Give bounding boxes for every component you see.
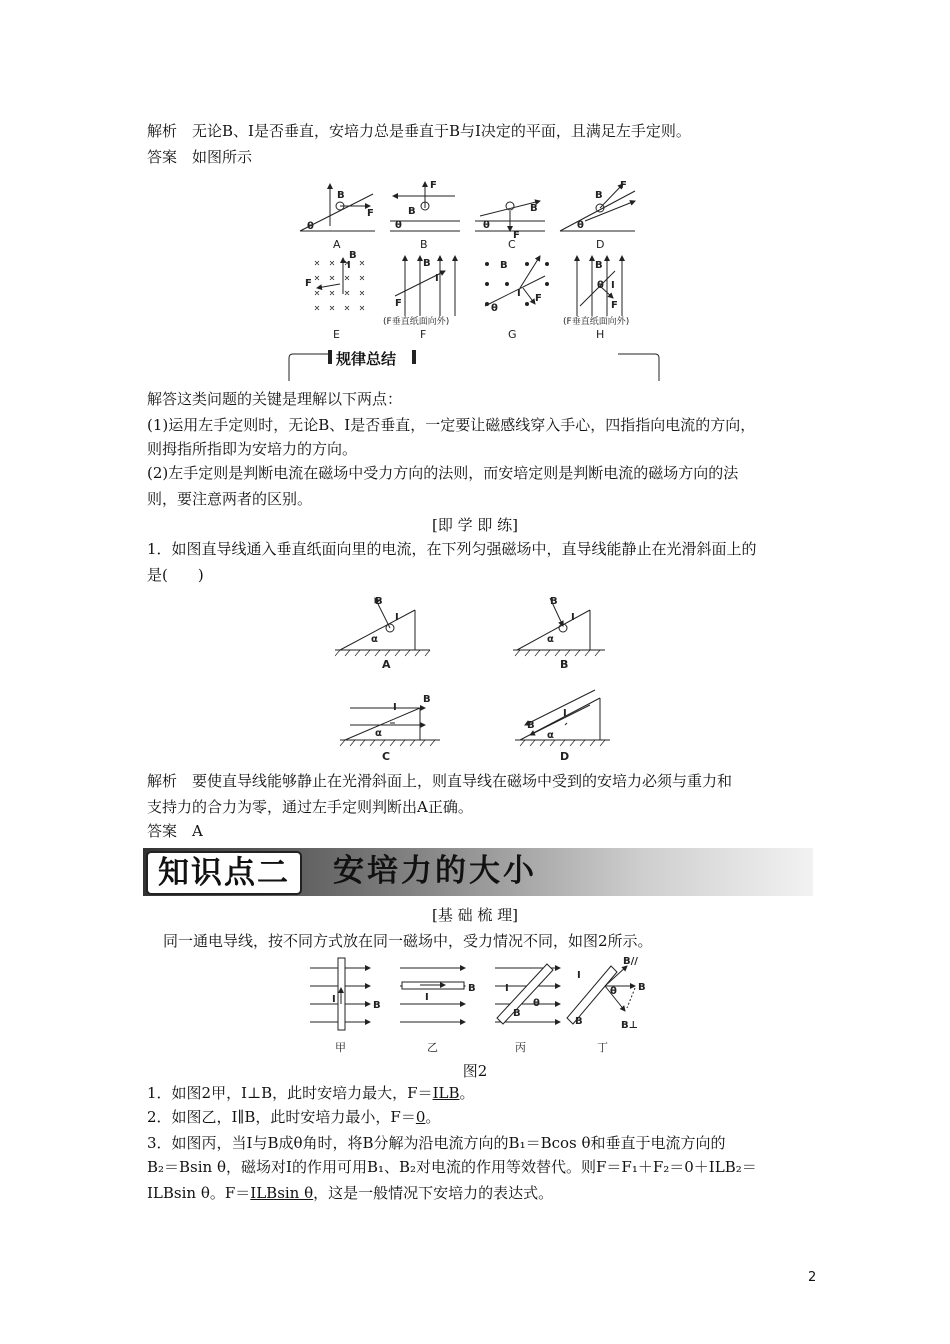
basics-heading: [基 础 梳 理] [431,906,518,924]
svg-text:I: I [393,702,397,713]
fig1-label-g: G [508,328,517,341]
option-label-c: C [382,750,391,763]
svg-text:F: F [611,300,618,311]
svg-text:I: I [571,612,575,623]
svg-text:I: I [505,983,509,994]
svg-text:B: B [423,694,431,705]
item-1: 1．如图2甲，I⊥B，此时安培力最大，F＝ILB。 [147,1084,475,1102]
summary-intro: 解答这类问题的关键是理解以下两点： [147,390,403,408]
section-title: 安培力的大小 [333,853,537,889]
svg-text:B: B [595,260,603,271]
analysis2-line2: 支持力的合力为零，通过左手定则判断出A正确。 [147,798,473,816]
svg-text:θ: θ [491,303,498,314]
svg-text:θ: θ [533,998,540,1009]
summary-banner [288,350,660,382]
fig2-label-ding: 丁 [597,1041,608,1054]
svg-text:θ: θ [577,220,584,231]
figure-incline-options [335,590,615,765]
summary-point-1b: 则拇指所指即为安培力的方向。 [147,440,358,458]
fig1-label-f: F [420,328,427,341]
question-1a: 1．如图直导线通入垂直纸面向里的电流，在下列匀强磁场中，直导线能静止在光滑斜面上的 [147,540,757,558]
svg-text:F: F [367,208,374,219]
svg-text:B: B [595,190,603,201]
svg-text:I: I [425,992,429,1003]
svg-text:α: α [547,730,554,741]
answer2-line: 答案 A [147,822,203,840]
svg-text:I: I [517,288,521,299]
svg-text:F: F [395,298,402,309]
svg-text:B: B [349,250,357,261]
svg-text:B: B [550,596,558,607]
page-number: 2 [808,1270,817,1285]
option-label-b: B [560,658,569,671]
svg-text:F: F [535,293,542,304]
svg-text:B//: B// [623,956,638,967]
answer-line: 答案 如图所示 [147,148,253,166]
svg-text:B: B [468,983,476,994]
svg-text:I: I [611,280,615,291]
question-1b: 是( ) [147,566,204,584]
svg-text:B⊥: B⊥ [621,1020,638,1031]
item-3-line3: ILBsin θ。F＝ILBsin θ，这是一般情况下安培力的表达式。 [147,1184,554,1202]
svg-text:α: α [371,634,378,645]
svg-text:θ: θ [483,220,490,231]
fig1-label-e: E [333,328,340,341]
svg-text:B: B [500,260,508,271]
option-label-a: A [382,658,391,671]
svg-text:B: B [423,258,431,269]
svg-text:B: B [375,596,383,607]
svg-text:I: I [347,260,351,271]
svg-text:I: I [435,273,439,284]
svg-text:θ: θ [307,221,314,232]
svg-text:F: F [305,278,312,289]
summary-point-1a: (1)运用左手定则时，无论B、I是否垂直，一定要让磁感线穿入手心，四指指向电流的方向， [147,416,756,434]
item-3-line1: 3．如图丙，当I与B成θ角时，将B分解为沿电流方向的B₁＝Bcos θ和垂直于电流方向的 [147,1134,726,1152]
svg-text:α: α [547,634,554,645]
svg-text:B: B [337,190,345,201]
svg-text:I: I [332,994,336,1005]
svg-text:B: B [527,720,535,731]
svg-text:B: B [513,1008,521,1019]
summary-title: 规律总结 [336,350,397,368]
item-3-line2: B₂＝Bsin θ，磁场对I的作用可用B₁、B₂对电流的作用等效替代。则F＝F₁＋F₂＝0＋ILB₂＝ [147,1158,757,1176]
svg-text:α: α [375,728,382,739]
fig2-label-jia: 甲 [335,1041,346,1054]
svg-text:I: I [577,970,581,981]
figure-force-directions [295,176,655,346]
summary-point-2a: (2)左手定则是判断电流在磁场中受力方向的法则，而安培定则是判断电流的磁场方向的法 [147,464,739,482]
analysis-line: 解析 无论B、I是否垂直，安培力总是垂直于B与I决定的平面，且满足左手定则。 [147,122,691,140]
svg-text:B: B [373,1000,381,1011]
svg-text:θ: θ [395,220,402,231]
svg-text:I: I [395,612,399,623]
figure-caption: 图2 [462,1062,488,1080]
fig1-label-h: H [596,328,605,341]
section-banner [143,848,813,896]
svg-text:B: B [575,1016,583,1027]
fig1-label-d: D [596,238,605,251]
fig2-label-yi: 乙 [427,1041,438,1054]
fig1-label-b: B [420,238,428,251]
fig1-note-h: (F垂直纸面向外) [563,317,630,327]
svg-text:B: B [638,982,646,993]
svg-text:F: F [513,230,520,241]
analysis2-line1: 解析 要使直导线能够静止在光滑斜面上，则直导线在磁场中受到的安培力必须与重力和 [147,772,733,790]
fig2-label-bing: 丙 [515,1041,526,1054]
svg-text:B: B [408,206,416,217]
svg-text:θ: θ [610,986,617,997]
svg-text:I: I [563,708,567,719]
fig1-label-c: C [508,238,516,251]
fig1-note-f: (F垂直纸面向外) [383,317,450,327]
figure-2 [305,956,655,1056]
summary-point-2b: 则，要注意两者的区别。 [147,490,313,508]
section-tag: 知识点二 [146,851,302,895]
svg-text:θ: θ [597,280,604,291]
option-label-d: D [560,750,570,763]
basics-intro: 同一通电导线，按不同方式放在同一磁场中，受力情况不同，如图2所示。 [163,932,653,950]
practice-heading: [即 学 即 练] [431,516,518,534]
svg-text:F: F [620,180,627,191]
svg-text:B: B [530,203,538,214]
fig1-label-a: A [333,238,341,251]
svg-text:F: F [430,180,437,191]
item-2: 2．如图乙，I∥B，此时安培力最小，F＝0。 [147,1108,441,1126]
